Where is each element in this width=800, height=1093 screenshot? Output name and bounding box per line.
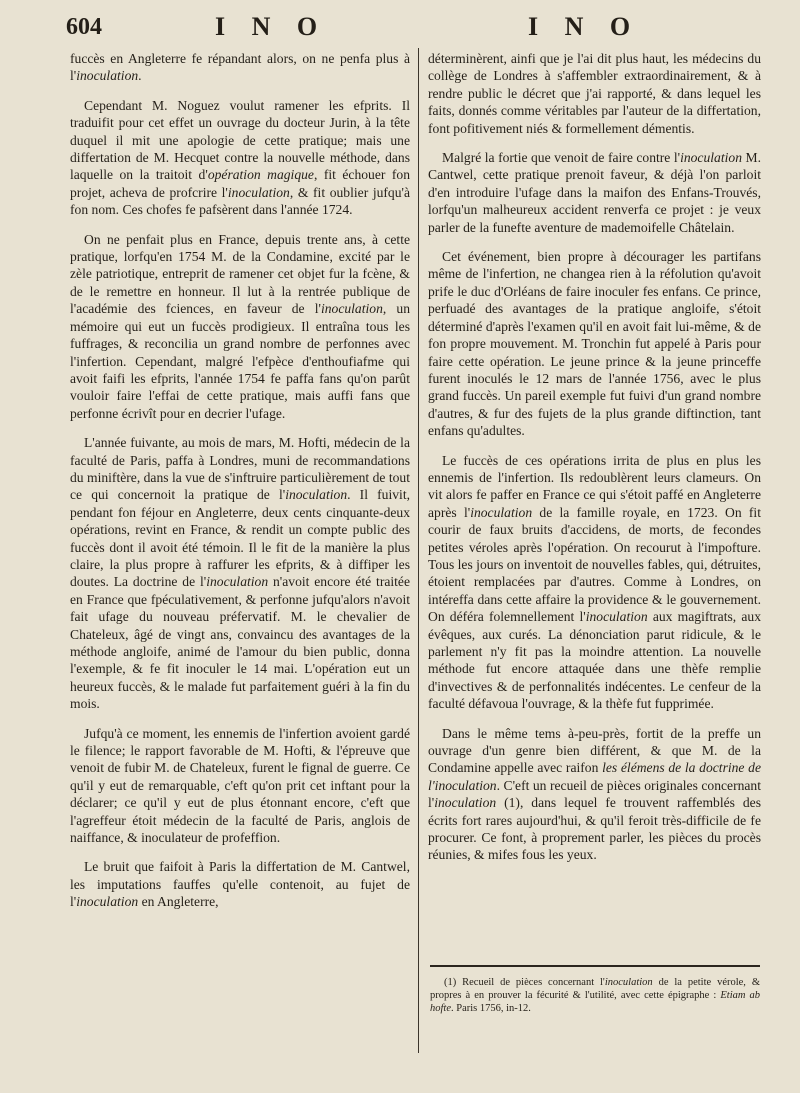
paragraph: Le bruit que faifoit à Paris la differtation de M. Cantwel, les imputations fauffes qu'elle contenoit, au fujet de l'inoculation en Angleterre, <box>70 859 410 910</box>
paragraph: Dans le même tems à-peu-près, fortit de la preffe un ouvrage d'un genre bien différent, & que M. de la Condamine appelle avec raifon les élémens de la doctrine de l'inoculation. C'eft un recueil de pièces originales concernant l'inoculation (1), dans lequel fe trouvent raffemblés des écrits fort rares aujourd'hui, & qu'il feroit très-difficile de fe procurer. Ce font, à proprement parler, les pièces du procès réunies, & mifes fous les yeux. <box>428 725 761 863</box>
paragraph: L'année fuivante, au mois de mars, M. Hofti, médecin de la faculté de Paris, paffa à Londres, muni de recommandations du miniftère, dans la vue de s'inftruire particulièrement de tout ce qui concernoit la pratique de l'inoculation. Il fuivit, pendant fon féjour en Angleterre, deux cents cinquante-deux opérations, revint en France, & rendit un compte public des fuccès dont il avoit été témoin. Il le fit de la manière la plus claire, la plus propre à raffurer les efprits, & à diffiper les doutes. La doctrine de l'inoculation n'avoit encore été traitée en France que fpéculativement, & perfonne jufqu'alors n'avoit fait ufage du nouveau préfervatif. M. le chevalier de Chateleux, âgé de vingt ans, convaincu des avantages de la méthode angloife, animé de l'amour du bien public, donna l'exemple, & fe fit inoculer le 14 mai. L'opération eut un heureux fuccès, & le malade fut parfaitement guéri à la fin du mois. <box>70 435 410 712</box>
paragraph: On ne penfait plus en France, depuis trente ans, à cette pratique, lorfqu'en 1754 M. de la Condamine, excité par le zèle patriotique, entreprit de ramener cet objet fur la fcène, & de le remettre en honneur. Il lut à la rentrée publique de l'académie des fciences, en faveur de l'inoculation, un mémoire qui eut un fuccès prodigieux. Il entraîna tous les fuffrages, & reconcilia un grand nombre de perfonnes avec l'infertion. Cependant, malgré l'efpèce d'enthoufiafme qui avoit faifi les efprits, l'année 1754 fe paffa fans qu'on parût vouloir faire l'effai de cette pratique, mais auffi fans que perfonne écrivît pour en decrier l'ufage. <box>70 231 411 421</box>
paragraph: déterminèrent, ainfi que je l'ai dit plus haut, les médecins du collège de Londres à s'affembler extraordinairement, & à rendre public le décret que j'ai rapporté, & dans lequel les faits, donnés comme véritables par l'auteur de la differtation, font pofitivement niés & formellement démentis. <box>428 51 761 136</box>
paragraph: Cependant M. Noguez voulut ramener les efprits. Il traduifit pour cet effet un ouvrage du docteur Jurin, à la tête duquel il mit une apologie de cette pratique; mais une differtation de M. Hecquet contre la nouvelle méthode, dans laquelle on la traitoit d'opération magique, fit échouer fon projet, acheva de profcrire l'inoculation, & fit oublier jufqu'à fon nom. Ces chofes fe pafsèrent dans l'année 1724. <box>70 97 411 218</box>
left-column <box>70 50 410 923</box>
running-head-left: I N O <box>215 12 328 41</box>
paragraph: Malgré la fortie que venoit de faire contre l'inoculation M. Cantwel, cette pratique prenoit faveur, & déjà l'on parloit d'en introduire l'ufage dans la maifon des Enfans-Trouvés, lorfqu'un malheureux accident renverfa ce projet : je veux parler de la funefte aventure de mademoifelle Châtelain. <box>428 150 761 235</box>
column-divider <box>418 48 419 1053</box>
running-head-right: I N O <box>528 12 641 41</box>
paragraph: Jufqu'à ce moment, les ennemis de l'infertion avoient gardé le filence; le rapport favorable de M. Hofti, & l'épreuve que venoit de fubir M. de Chateleux, furent le fignal de guerre. Ce qu'il y eut de remarquable, c'eft qu'on prit cet inftant pour la déclarer; ce qu'il y eut de plus étonnant encore, c'eft que l'agreffeur étoit médecin de la faculté de Paris, anglois de naiffance, & inoculateur de profeffion. <box>70 725 410 846</box>
page-header <box>0 12 800 48</box>
page-number: 604 <box>66 14 102 40</box>
paragraph: Le fuccès de ces opérations irrita de plus en plus les ennemis de l'infertion. Ils redoublèrent leurs clameurs. On vit alors fe paffer en France ce qui s'étoit paffé en Angleterre après l'inoculation de la famille royale, en 1723. On fit courir de faux bruits d'accidens, de morts, de fecondes petites véroles après l'opération. On recourut à l'impofture. Tous les jours on inventoit de nouvelles fables, qui, détruites, étoient remplacées par d'autres. Comme à Londres, on intéreffa dans cette affaire la providence & le gouvernement. On déféra folemnellement l'inoculation aux magiftrats, aux évêques, aux curés. La dénonciation parut ridicule, & le parlement n'y fit pas la moindre attention. La nouvelle méthode fut encore attaquée dans une thèfe remplie d'invectives & de perfonnalités indécentes. Le cenfeur de la faculté défavoua l'ouvrage, & la thèfe fut fupprimée. <box>428 452 761 712</box>
footnote: (1) Recueil de pièces concernant l'inoculation de la petite vérole, & propres à en prouver la fécurité & l'utilité, avec cette épigraphe : Etiam ab hofte. Paris 1756, in-12. <box>430 977 761 1014</box>
right-column <box>428 50 761 876</box>
footnote-rule <box>430 965 760 967</box>
paragraph: fuccès en Angleterre fe répandant alors, on ne penfa plus à l'inoculation. <box>70 51 410 84</box>
paragraph: Cet événement, bien propre à décourager les partifans même de l'infertion, ne changea rien à la réfolution qu'avoit prife le duc d'Orléans de faire inoculer fes enfans. Ce prince, perfuadé des avantages de la pratique angloife, s'étoit déterminé d'après l'examen qu'il en avoit fait lui-même, & de fon propre mouvement. M. Tronchin fut appelé à Paris pour faire cette opération. Le jeune prince & la jeune princeffe furent inoculés le 12 mars de l'année 1756, avec le plus grand fuccès. Un pareil exemple fut fuivi d'un grand nombre d'autres, & fur des fujets de la plus grande diftinction, tant enfans qu'adultes. <box>428 249 761 439</box>
